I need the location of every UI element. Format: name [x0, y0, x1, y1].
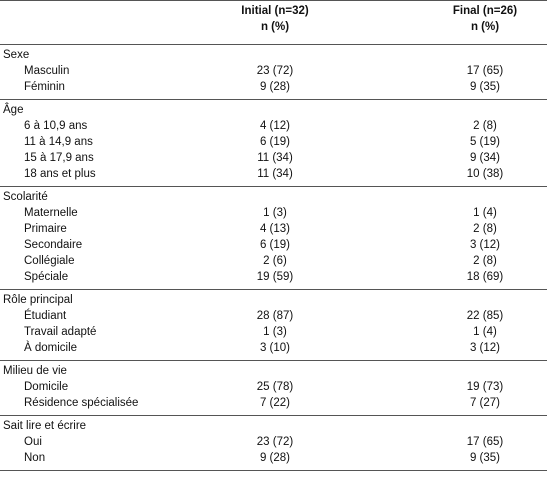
initial-value: 23 (72): [256, 436, 294, 448]
table-section: [0, 290, 547, 361]
final-value: 9 (34): [469, 152, 501, 164]
cell-gap: [350, 309, 430, 325]
initial-value: 6 (19): [259, 136, 291, 148]
table-row: [0, 435, 547, 451]
table-header: [0, 1, 547, 45]
table-row: [0, 119, 547, 135]
initial-value: 7 (22): [259, 397, 291, 409]
initial-value: 23 (72): [256, 65, 294, 77]
cell-gap: [350, 435, 430, 451]
initial-value: 4 (12): [259, 120, 291, 132]
cell-gap: [350, 80, 430, 96]
row-label: À domicile: [24, 342, 78, 354]
initial-value: 6 (19): [259, 239, 291, 251]
initial-value: 25 (78): [256, 381, 294, 393]
cell-gap: [350, 206, 430, 222]
section-title-row: [0, 103, 547, 119]
final-value: 3 (12): [469, 342, 501, 354]
final-value: 2 (8): [473, 120, 497, 132]
header-label-column: [0, 4, 200, 44]
row-label: Masculin: [24, 65, 70, 77]
table-row: [0, 206, 547, 222]
initial-value: 9 (28): [259, 452, 291, 464]
header-gap: [350, 4, 430, 44]
cell-gap: [350, 325, 430, 341]
table-row: [0, 380, 547, 396]
table-row: [0, 135, 547, 151]
table-row: [0, 64, 547, 80]
final-value: 3 (12): [469, 239, 501, 251]
table-row: [0, 325, 547, 341]
initial-value: 3 (10): [259, 342, 291, 354]
header-final-title: Final (n=26): [452, 5, 518, 17]
table-row: [0, 222, 547, 238]
section-title-row: [0, 293, 547, 309]
cell-gap: [350, 238, 430, 254]
cell-gap: [350, 119, 430, 135]
header-final: [430, 4, 540, 44]
cell-gap: [350, 151, 430, 167]
header-initial-sub: n (%): [260, 20, 290, 33]
cell-gap: [350, 270, 430, 286]
initial-value: 2 (6): [263, 255, 287, 267]
table-row: [0, 80, 547, 96]
row-label: 18 ans et plus: [24, 168, 96, 180]
cell-gap: [350, 380, 430, 396]
section-title-row: [0, 419, 547, 435]
header-initial-title: Initial (n=32): [241, 5, 309, 17]
final-value: 1 (4): [473, 326, 497, 338]
row-label: Féminin: [24, 81, 65, 93]
initial-value: 1 (3): [263, 207, 287, 219]
table-row: [0, 309, 547, 325]
final-value: 22 (85): [466, 310, 504, 322]
table-row: [0, 167, 547, 183]
cell-gap: [350, 451, 430, 467]
final-value: 9 (35): [469, 452, 501, 464]
row-label: Maternelle: [24, 207, 78, 219]
row-label: Primaire: [24, 223, 67, 235]
initial-value: 11 (34): [257, 152, 293, 164]
table-row: [0, 151, 547, 167]
header-final-sub: n (%): [470, 20, 500, 33]
section-title: Sait lire et écrire: [3, 420, 87, 432]
row-label: Résidence spécialisée: [24, 397, 139, 409]
initial-value: 28 (87): [256, 310, 294, 322]
table-section: [0, 416, 547, 471]
row-label: 15 à 17,9 ans: [24, 152, 94, 164]
table-row: [0, 396, 547, 412]
final-value: 18 (69): [466, 271, 504, 283]
initial-value: 19 (59): [256, 271, 294, 283]
table-row: [0, 451, 547, 467]
final-value: 10 (38): [466, 168, 504, 180]
table-section: [0, 187, 547, 290]
cell-gap: [350, 135, 430, 151]
table-body: [0, 45, 547, 471]
section-title-row: [0, 48, 547, 64]
section-title-row: [0, 190, 547, 206]
final-value: 1 (4): [473, 207, 497, 219]
section-title: Âge: [3, 104, 24, 116]
table-row: [0, 341, 547, 357]
cell-gap: [350, 254, 430, 270]
final-value: 7 (27): [469, 397, 501, 409]
row-label: Collégiale: [24, 255, 75, 267]
final-value: 17 (65): [466, 436, 504, 448]
cell-gap: [350, 167, 430, 183]
section-title: Sexe: [3, 49, 30, 61]
row-label: Travail adapté: [24, 326, 97, 338]
cell-gap: [350, 396, 430, 412]
row-label: 11 à 14,9 ans: [24, 136, 93, 148]
row-label: Secondaire: [24, 239, 83, 251]
row-label: Non: [24, 452, 46, 464]
cell-gap: [350, 341, 430, 357]
initial-value: 9 (28): [259, 81, 291, 93]
final-value: 19 (73): [466, 381, 504, 393]
table-row: [0, 254, 547, 270]
table-row: [0, 270, 547, 286]
table-section: [0, 100, 547, 187]
final-value: 2 (8): [473, 223, 497, 235]
section-title: Milieu de vie: [3, 365, 67, 377]
initial-value: 11 (34): [257, 168, 293, 180]
row-label: Étudiant: [24, 310, 67, 322]
initial-value: 4 (13): [259, 223, 291, 235]
section-title: Scolarité: [3, 191, 48, 203]
header-initial: [200, 4, 350, 44]
cell-gap: [350, 222, 430, 238]
final-value: 2 (8): [473, 255, 497, 267]
row-label: 6 à 10,9 ans: [24, 120, 88, 132]
final-value: 17 (65): [466, 65, 504, 77]
table-row: [0, 238, 547, 254]
section-title-row: [0, 364, 547, 380]
table-section: [0, 361, 547, 416]
table-section: [0, 45, 547, 100]
row-label: Spéciale: [24, 271, 69, 283]
initial-value: 1 (3): [263, 326, 287, 338]
section-title: Rôle principal: [3, 294, 73, 306]
row-label: Oui: [24, 436, 42, 448]
row-label: Domicile: [24, 381, 69, 393]
final-value: 5 (19): [469, 136, 501, 148]
final-value: 9 (35): [469, 81, 501, 93]
cell-gap: [350, 64, 430, 80]
